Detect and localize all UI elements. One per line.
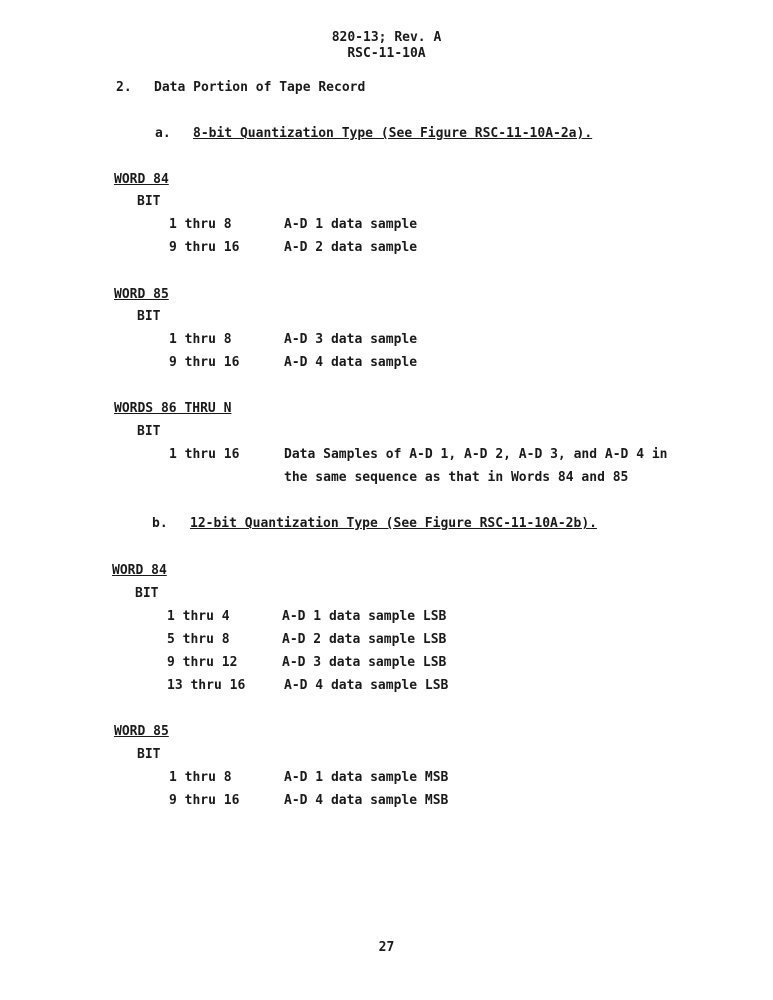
bit-range: 1 thru 8 [169, 217, 232, 232]
bit-description: A-D 2 data sample LSB [282, 632, 447, 647]
bit-range: 9 thru 16 [169, 793, 240, 808]
bit-description: A-D 2 data sample [284, 240, 418, 255]
section-title: Data Portion of Tape Record [154, 80, 366, 95]
bit-description: A-D 1 data sample MSB [284, 770, 449, 785]
word-label: WORD 84 [112, 563, 167, 578]
bit-range: 13 thru 16 [167, 678, 246, 693]
doc-code: RSC-11-10A [347, 46, 426, 61]
subsection-a-title: 8-bit Quantization Type (See Figure RSC-11-10A-2a). [193, 126, 593, 141]
section-number: 2. [116, 80, 132, 95]
bit-range: 1 thru 8 [169, 332, 232, 347]
word-label: WORDS 86 THRU N [114, 401, 232, 416]
subsection-b-title: 12-bit Quantization Type (See Figure RSC-11-10A-2b). [190, 516, 597, 531]
bit-range: 9 thru 16 [169, 240, 240, 255]
bit-label: BIT [137, 309, 161, 324]
subsection-a-letter: a. [155, 126, 171, 141]
doc-number: 820-13; Rev. A [331, 30, 442, 45]
bit-description: A-D 4 data sample [284, 355, 418, 370]
bit-description: A-D 4 data sample MSB [284, 793, 449, 808]
subsection-b-letter: b. [152, 516, 168, 531]
bit-range: 1 thru 4 [167, 609, 230, 624]
bit-label: BIT [137, 194, 161, 209]
bit-label: BIT [137, 747, 161, 762]
bit-label: BIT [137, 424, 161, 439]
bit-description: A-D 1 data sample LSB [282, 609, 447, 624]
bit-description: Data Samples of A-D 1, A-D 2, A-D 3, and A-D 4 in [284, 447, 668, 462]
bit-range: 9 thru 12 [167, 655, 238, 670]
bit-description: A-D 4 data sample LSB [284, 678, 449, 693]
bit-range: 1 thru 16 [169, 447, 240, 462]
page-number: 27 [378, 940, 395, 955]
bit-range: 5 thru 8 [167, 632, 230, 647]
bit-description: A-D 3 data sample LSB [282, 655, 447, 670]
bit-range: 1 thru 8 [169, 770, 232, 785]
bit-description-continued: the same sequence as that in Words 84 and 85 [284, 470, 629, 485]
word-label: WORD 84 [114, 172, 169, 187]
bit-description: A-D 1 data sample [284, 217, 418, 232]
bit-label: BIT [135, 586, 159, 601]
word-label: WORD 85 [114, 287, 169, 302]
word-label: WORD 85 [114, 724, 169, 739]
bit-description: A-D 3 data sample [284, 332, 418, 347]
bit-range: 9 thru 16 [169, 355, 240, 370]
